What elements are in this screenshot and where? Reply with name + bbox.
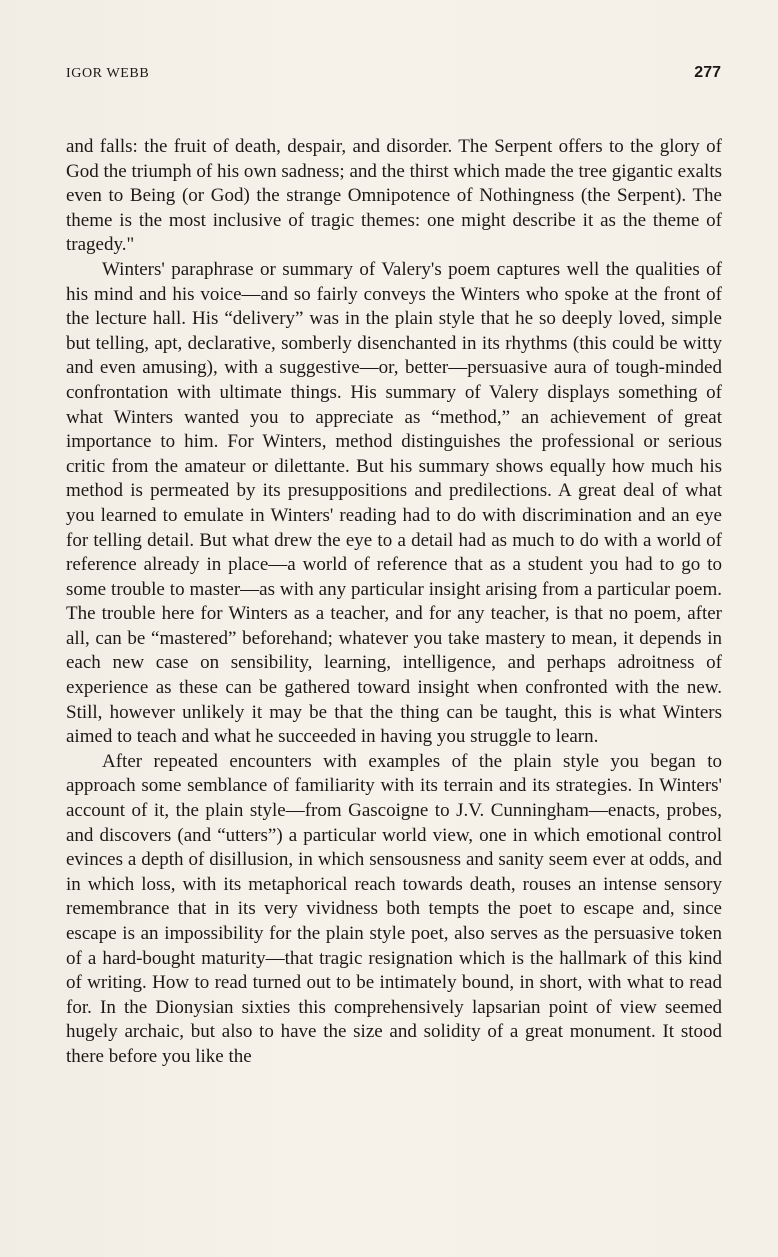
body-text [66,135,722,1070]
page-number: 277 [694,64,721,81]
paragraph: and falls: the fruit of death, despair, and disorder. The Serpent offers to the glory of God the triumph of his own sadness; and the thirst which made the tree gigantic exalts even to Being (or God) the strange Omnipotence of Nothingness (the Serpent). The theme is the most inclusive of tragic themes: one might describe it as the theme of tragedy." [66,136,722,256]
paragraph: Winters' paraphrase or summary of Valery's poem captures well the qualities of his mind and his voice—and so fairly conveys the Winters who spoke at the front of the lecture hall. His “delivery” was in the plain style that he so deeply loved, simple but telling, apt, declarative, somberly disenchanted in its rhythms (this could be witty and even amusing), with a suggestive—or, better—persuasive aura of tough-minded confrontation with ultimate things. His summary of Valery displays something of what Winters wanted you to appreciate as “method,” an achievement of great importance to him. For Winters, method distinguishes the professional or serious critic from the amateur or dilettante. But his summary shows equally how much his method is permeated by its presuppositions and predilections. A great deal of what you learned to emulate in Winters' reading had to do with discrimination and an eye for telling detail. But what drew the eye to a detail had as much to do with a world of reference already in place—a world of reference that as a student you had to go to some trouble to master—as with any particular insight arising from a particular poem. The trouble here for Winters as a teacher, and for any teacher, is that no poem, after all, can be “mastered” beforehand; whatever you take mastery to mean, it depends in each new case on sensibility, learning, intelligence, and perhaps adroitness of experience as these can be gathered toward insight when confronted with the new. Still, however unlikely it may be that the thing can be taught, this is what Winters aimed to teach and what he succeeded in having you struggle to learn. [66,258,722,748]
page-header [66,66,721,88]
running-head: IGOR WEBB [66,66,150,81]
paragraph: After repeated encounters with examples of the plain style you began to approach some semblance of familiarity with its terrain and its strategies. In Winters' account of it, the plain style—from Gascoigne to J.V. Cunningham—enacts, probes, and discovers (and “utters”) a particular world view, one in which emotional control evinces a depth of disillusion, in which sensousness and sanity seem ever at odds, and in which loss, with its metaphorical reach towards death, rouses an intense sensory remembrance that in its very vividness both tempts the poet to escape and, since escape is an impossibility for the plain style poet, also serves as the persuasive token of a hard-bought maturity—that tragic resignation which is the hallmark of this kind of writing. How to read turned out to be intimately bound, in short, with what to read for. In the Dionysian sixties this comprehensively lapsarian point of view seemed hugely archaic, but also to have the size and solidity of a great monument. It stood there before you like the [66,750,722,1067]
